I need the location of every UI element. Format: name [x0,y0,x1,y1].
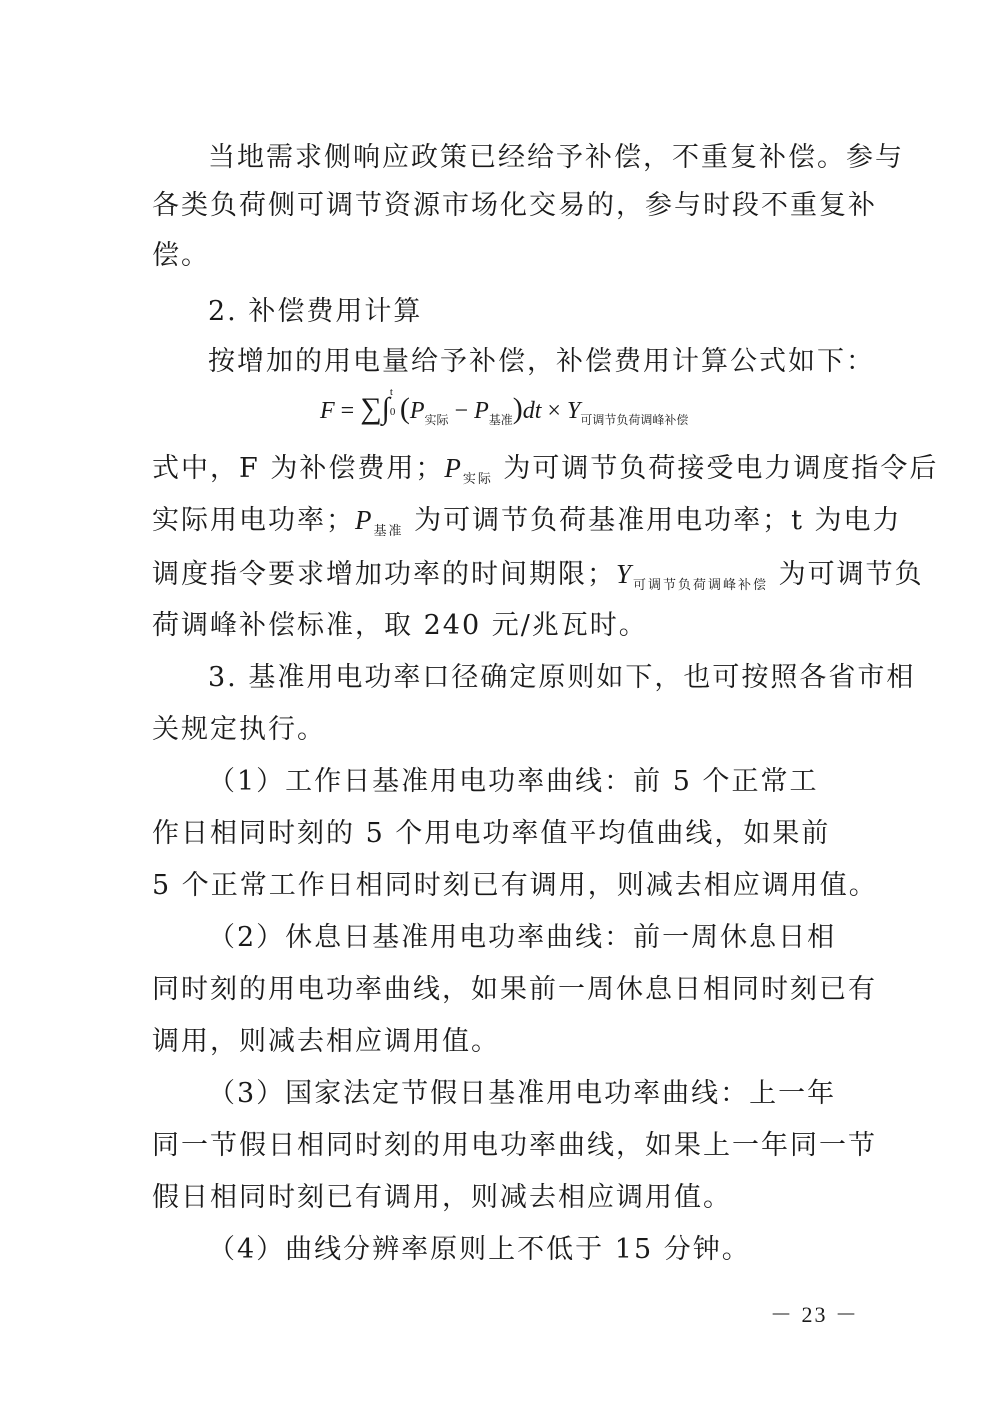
text-line: 调度指令要求增加功率的时间期限；$Y_{可调节负荷调峰补偿}$ 为可调节负 [152,559,924,593]
text-line: 当地需求侧响应政策已经给予补偿，不重复补偿。参与 [208,142,904,173]
section-heading: 2. 补偿费用计算 [208,296,423,327]
text-line: 作日相同时刻的 5 个用电功率值平均值曲线，如果前 [152,818,831,849]
formula-symbol: F [320,398,335,424]
formula-subscript: 基准 [488,413,513,427]
text-line: 按增加的用电量给予补偿，补偿费用计算公式如下： [208,346,875,377]
formula-subscript: 可调节负荷调峰补偿 [580,413,689,427]
formula-paren: ) [512,392,523,425]
integral-symbol: ∫ [381,392,390,425]
text-line: 实际用电功率；$P_{基准}$ 为可调节负荷基准用电功率；t 为电力 [152,505,902,539]
formula-symbol: P [474,398,489,424]
text-line: 同时刻的用电功率曲线，如果前一周休息日相同时刻已有 [152,974,877,1005]
text-line: 偿。 [152,240,210,271]
text-line: 式中，F 为补偿费用；$P_{实际}$ 为可调节负荷接受电力调度指令后 [152,453,939,487]
integral-upper-limit: t [389,386,393,398]
formula-symbol: dt [522,398,542,424]
list-item-resolution: （4）曲线分辨率原则上不低于 15 分钟。 [208,1234,751,1265]
text-line: 假日相同时刻已有调用，则减去相应调用值。 [152,1182,732,1213]
text-line: （3）国家法定节假日基准用电功率曲线：上一年 [208,1078,837,1109]
text-line: 同一节假日相同时刻的用电功率曲线，如果上一年同一节 [152,1130,877,1161]
text-line: 3. 基准用电功率口径确定原则如下，也可按照各省市相 [208,662,916,693]
text-line: 荷调峰补偿标准，取 240 元/兆瓦时。 [152,610,648,641]
integral-lower-limit: 0 [389,406,396,418]
formula-operator: × [541,398,567,424]
formula-subscript: 实际 [424,413,449,427]
text-line: （1）工作日基准用电功率曲线：前 5 个正常工 [208,766,819,797]
text-line: 关规定执行。 [152,714,326,745]
page-number: － 23 － [770,1302,860,1327]
formula-paren: ( [399,392,410,425]
text-line: （2）休息日基准用电功率曲线：前一周休息日相 [208,922,837,953]
text-line: 调用，则减去相应调用值。 [152,1026,500,1057]
sum-symbol: ∑ [360,392,382,425]
compensation-formula [320,386,760,436]
formula-symbol: Y [566,398,581,424]
text-line: 各类负荷侧可调节资源市场化交易的，参与时段不重复补 [152,190,877,221]
formula-symbol: P [409,398,425,424]
text-line: 5 个正常工作日相同时刻已有调用，则减去相应调用值。 [152,870,878,901]
formula-operator: = [334,398,361,424]
formula-operator: − [448,398,475,424]
